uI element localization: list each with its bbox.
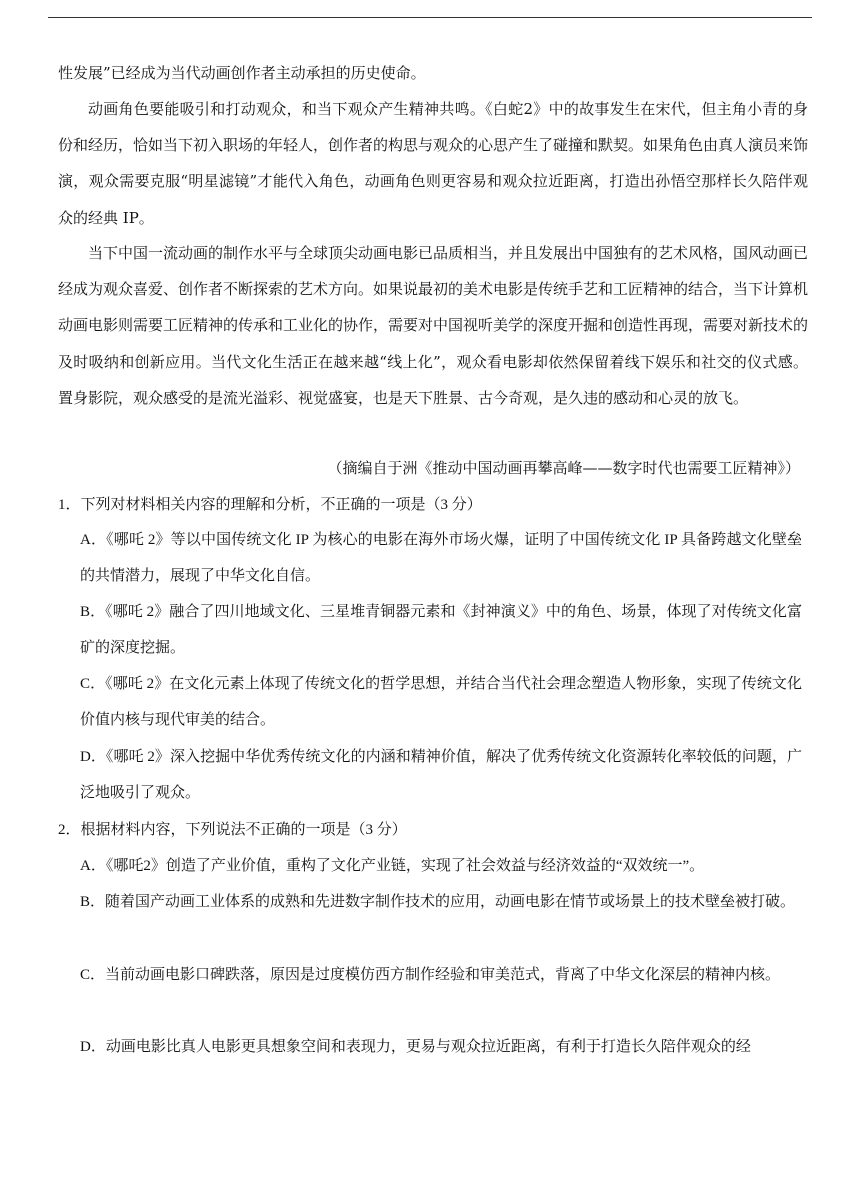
question-1-option-a: A．《哪吒 2》等以中国传统文化 IP 为核心的电影在海外市场火爆，证明了中国传统文化 IP 具备跨越文化壁垒的共情潜力，展现了中华文化自信。 <box>80 532 802 584</box>
passage-paragraph-3: 当下中国一流动画的制作水平与全球顶尖动画电影已品质相当，并且发展出中国独有的艺术风格，国风动画已经成为观众喜爱、创作者不断探索的艺术方向。如果说最初的美术电影是传统手艺和工匠精神的结合，当下计算机动画电影则需要工匠精神的传承和工业化的协作，需要对中国视听美学的深度开掘和创造性再现，需要对新技术的及时吸纳和创新应用。当代文化生活正在越来越“线上化”，观众看电影却依然保留着线下娱乐和社交的仪式感。置身影院，观众感受的是流光溢彩、视觉盛宴，也是天下胜景、古今奇观，是久违的感动和心灵的放飞。 <box>58 244 809 407</box>
question-2-option-a: A．《哪吒2》创造了产业价值，重构了文化产业链，实现了社会效益与经济效益的“双效统一”。 <box>80 858 705 874</box>
question-2-stem: 2．根据材料内容，下列说法不正确的一项是（3 分） <box>58 822 407 838</box>
passage-source: （摘编自于洲《推动中国动画再攀高峰——数字时代也需要工匠精神》） <box>327 459 800 477</box>
question-1-option-d: D．《哪吒 2》深入挖掘中华优秀传统文化的内涵和精神价值，解决了优秀传统文化资源转化率较低的问题，广泛地吸引了观众。 <box>80 749 802 801</box>
question-2-option-d: D．动画电影比真人电影更具想象空间和表现力，更易与观众拉近距离，有利于打造长久陪伴观众的经 <box>80 1039 751 1055</box>
passage-paragraph-2: 动画角色要能吸引和打动观众，和当下观众产生精神共鸣。《白蛇2》中的故事发生在宋代，但主角小青的身份和经历，恰如当下初入职场的年轻人，创作者的构思与观众的心思产生了碰撞和默契。如果角色由真人演员来饰演，观众需要克服“明星滤镜”才能代入角色，动画角色则更容易和观众拉近距离，打造出孙悟空那样长久陪伴观众的经典 IP。 <box>58 100 809 227</box>
question-1-option-b: B．《哪吒 2》融合了四川地域文化、三星堆青铜器元素和《封神演义》中的角色、场景，体现了对传统文化富矿的深度挖掘。 <box>80 604 802 656</box>
passage-paragraph-1: 性发展”已经成为当代动画创作者主动承担的历史使命。 <box>58 64 426 82</box>
question-1-stem: 1．下列对材料相关内容的理解和分析，不正确的一项是（3 分） <box>58 497 482 513</box>
header-rule <box>48 17 812 18</box>
question-1-option-c: C．《哪吒 2》在文化元素上体现了传统文化的哲学思想，并结合当代社会理念塑造人物形象，实现了传统文化价值内核与现代审美的结合。 <box>80 676 802 728</box>
question-2-option-b: B．随着国产动画工业体系的成熟和先进数字制作技术的应用，动画电影在情节或场景上的技术壁垒被打破。 <box>80 894 796 910</box>
question-2-option-c: C．当前动画电影口碑跌落，原因是过度模仿西方制作经验和审美范式，背离了中华文化深层的精神内核。 <box>80 967 781 983</box>
